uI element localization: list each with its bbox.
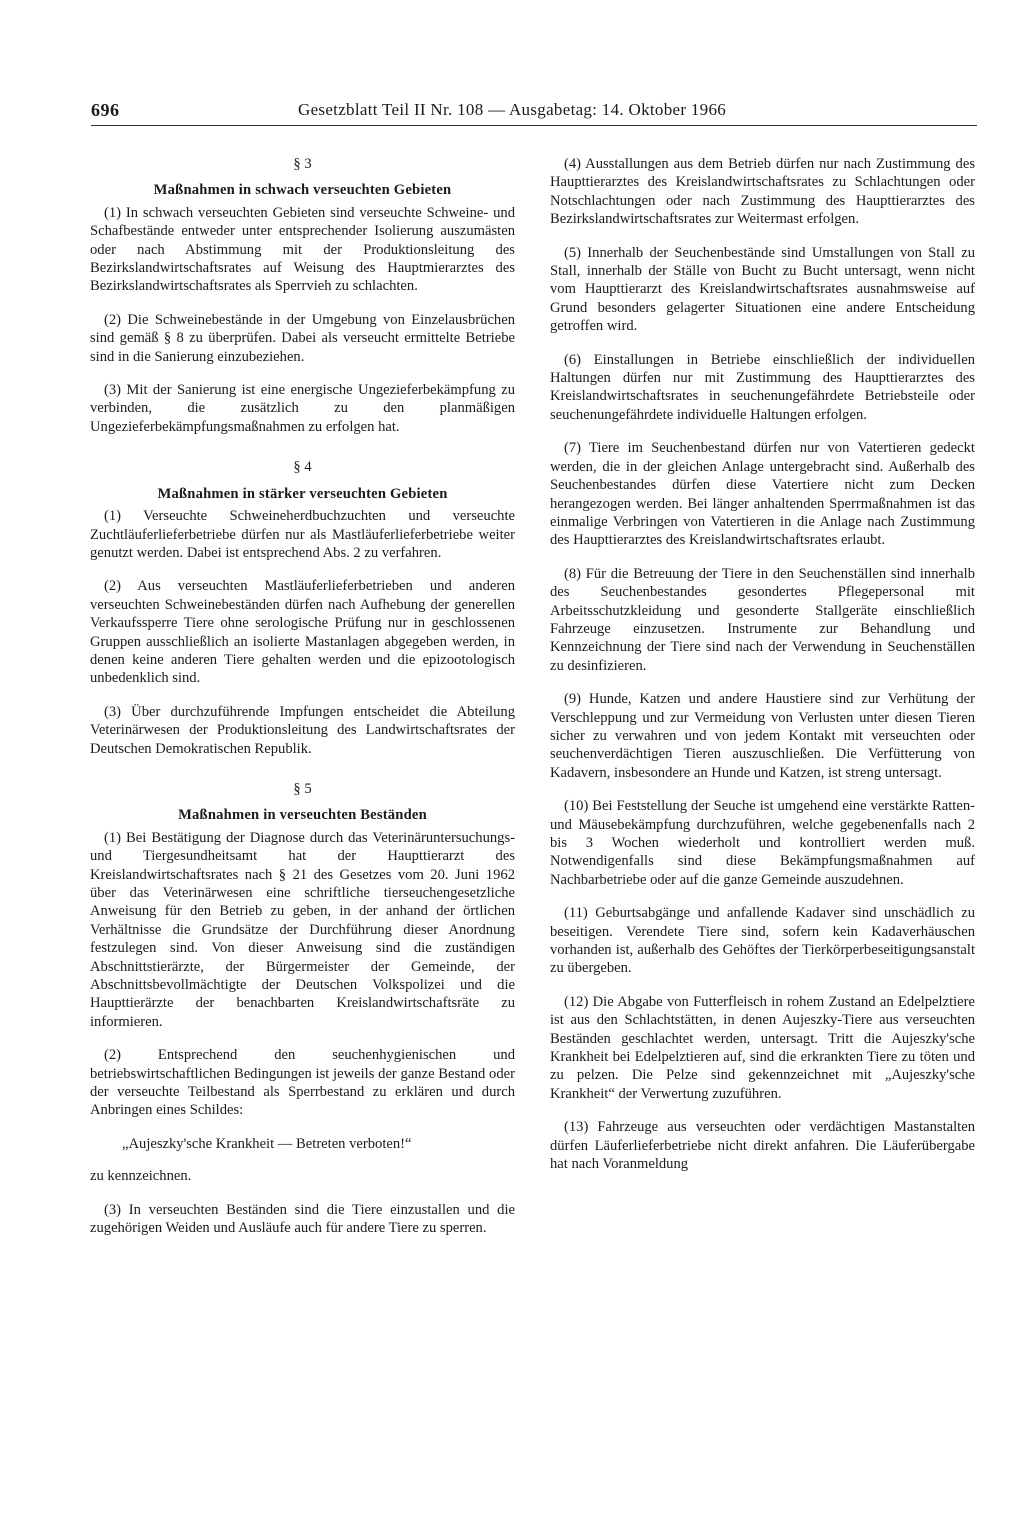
paragraph: (1) Bei Bestätigung der Diagnose durch das Veterinäruntersuchungs- und Tiergesundheitsamt hat der Haupttierarzt des Kreislandwirtschaftsrates nach § 21 des Gesetzes vom 20. Juni 1962 über das Veterinärwesen eine schriftliche tierseuchengesetzliche Anweisung für den Betrieb zu geben, in der anhand der örtlichen Verhältnisse die Grundsätze der Durchführung dieser Anordnung festzulegen sind. Von dieser Anweisung sind die zuständigen Abschnittstierärzte, der Bürgermeister der Gemeinde, der Abschnittsbevollmächtigte der Deutschen Volkspolizei und die Haupttierärzte der benachbarten Kreislandwirtschaftsräte zu informieren.	[90, 829, 515, 1030]
paragraph: (2) Entsprechend den seuchenhygienischen und betriebswirtschaftlichen Bedingungen ist jeweils der ganze Bestand oder der verseuchte Teilbestand als Sperrbestand zu erklären und durch Anbringen eines Schildes:	[90, 1047, 515, 1119]
left-column	[90, 155, 515, 1253]
paragraph: (9) Hunde, Katzen und andere Haustiere sind zur Verhütung der Verschleppung und zur Vermeidung von Verlusten unter diesen Tieren sicher zu verwahren und von jedem Kontakt mit verseuchten oder seuchenverdächtigen Tieren auszuschließen. Die Verfütterung von Kadavern, insbesondere an Hunde und Katzen, ist streng untersagt.	[550, 691, 975, 781]
section-title: Maßnahmen in verseuchten Beständen	[178, 807, 427, 824]
header-title: Gesetzblatt Teil II Nr. 108 — Ausgabetag: 14. Oktober 1966	[298, 100, 727, 119]
paragraph: (6) Einstallungen in Betriebe einschließlich der individuellen Haltungen dürfen nur mit Zustimmung des Haupttierarztes des Kreislandwirtschaftsrates in seuchenungefährdete Betriebsteile oder seuchenungefährdete individuelle Haltungen erfolgen.	[550, 351, 975, 423]
paragraph: (2) Die Schweinebestände in der Umgebung von Einzelausbrüchen sind gemäß § 8 zu überprüfen. Dabei als verseucht ermittelte Betriebe sind in die Sanierung einzubeziehen.	[90, 311, 515, 365]
sign-quote: „Aujeszky'sche Krankheit — Betreten verboten!“	[122, 1135, 412, 1152]
paragraph: (13) Fahrzeuge aus verseuchten oder verdächtigen Mastanstalten dürfen Läuferlieferbetriebe nicht direkt anfahren. Die Läuferübergabe hat nach Voranmeldung	[550, 1119, 975, 1173]
paragraph: (1) In schwach verseuchten Gebieten sind verseuchte Schweine- und Schafbestände entweder unter entsprechender Isolierung auszumästen oder nach Abstimmung mit der Produktionsleitung des Bezirkslandwirtschaftsrates auf Weisung des Hauptmierarztes des Bezirkslandwirtschaftsrates als Sperrvieh zu schlachten.	[90, 204, 515, 295]
paragraph: (5) Innerhalb der Seuchenbestände sind Umstallungen von Stall zu Stall, innerhalb der Ställe von Bucht zu Bucht untersagt, wenn nicht vom Haupttierarzt des Kreislandwirtschaftsrates ausnahmsweise auf Grund besonders gelagerter Situationen eine andere Entscheidung getroffen wird.	[550, 244, 975, 335]
paragraph: (8) Für die Betreuung der Tiere in den Seuchenställen sind innerhalb des Seuchenbestandes gesondertes Pflegepersonal mit Arbeitsschutzkleidung und gesonderte Stallgeräte einschließlich Fahrzeuge einzusetzen. Instrumente zur Behandlung und Kennzeichnung der Tiere sind nach der Verwendung in Seuchenställen zu desinfizieren.	[550, 565, 975, 674]
page-header	[91, 100, 977, 128]
paragraph: (7) Tiere im Seuchenbestand dürfen nur von Vatertieren gedeckt werden, die in der gleichen Anlage untergebracht sind. Außerhalb des Seuchenbestandes dürfen diese Vatertiere nicht zum Decken herangezogen werden. Bei länger anhaltenden Sperrmaßnahmen ist das einmalige Verbringen von Vatertieren in die Anlage nach Zustimmung des Haupttierarztes des Kreislandwirtschaftsrates erlaubt.	[550, 440, 975, 549]
paragraph: (1) Verseuchte Schweineherdbuchzuchten und verseuchte Zuchtläuferlieferbetriebe dürfen nur als Mastläuferlieferbetriebe weiter genutzt werden. Dabei ist entsprechend Abs. 2 zu verfahren.	[90, 508, 515, 561]
paragraph: (12) Die Abgabe von Futterfleisch in rohem Zustand an Edelpelztiere ist aus den Schlachtstätten, in denen Aujeszky-Tiere aus verseuchten Beständen geschlachtet werden, untersagt. Tritt die Aujeszky'sche Krankheit bei Edelpelztieren auf, sind die erkrankten Tiere zu töten und zu pelzen. Die Pelze sind gekennzeichnet mit „Aujeszky'sche Krankheit“ der Verwertung zuzuführen.	[550, 993, 975, 1102]
paragraph: (3) Über durchzuführende Impfungen entscheidet die Abteilung Veterinärwesen der Produktionsleitung des Landwirtschaftsrates der Deutschen Demokratischen Republik.	[90, 703, 515, 757]
section-number: § 5	[293, 780, 312, 797]
page-number: 696	[91, 100, 120, 120]
section-title: Maßnahmen in stärker verseuchten Gebieten	[157, 485, 448, 502]
paragraph: (2) Aus verseuchten Mastläuferlieferbetrieben und anderen verseuchten Schweinebeständen dürfen nach Aufhebung der generellen Verkaufssperre Tiere ohne serologische Prüfung nur in geschlossenen Gruppen ausschließlich an isolierte Mastanlagen abgegeben werden, in denen keine anderen Tiere gehalten werden und die epizootologisch unbedenklich sind.	[90, 578, 515, 687]
paragraph: zu kennzeichnen.	[90, 1168, 192, 1185]
right-column	[550, 155, 975, 1189]
paragraph: (10) Bei Feststellung der Seuche ist umgehend eine verstärkte Ratten- und Mäusebekämpfung durchzuführen, welche gegebenenfalls nach 2 bis 3 Wochen wiederholt und kontrolliert werden muß. Notwendigenfalls sind diese Bekämpfungsmaßnahmen auf Nachbarbetriebe oder auf die ganze Gemeinde auszudehnen.	[550, 798, 975, 888]
section-number: § 3	[293, 156, 312, 172]
section-number: § 4	[293, 459, 312, 476]
header-rule	[91, 125, 977, 126]
paragraph: (11) Geburtsabgänge und anfallende Kadaver sind unschädlich zu beseitigen. Verendete Tiere sind, sofern kein Kadaverhäuschen vorhanden ist, außerhalb des Gehöftes der Tierkörperbeseitigungsanstalt zu übergeben.	[550, 905, 975, 977]
paragraph: (4) Ausstallungen aus dem Betrieb dürfen nur nach Zustimmung des Haupttierarztes des Kreislandwirtschaftsrates zu Schlachtungen oder Notschlachtungen oder nach Zustimmung des Haupttierarztes des Bezirkslandwirtschaftsrates zur Weitermast erfolgen.	[550, 156, 975, 228]
paragraph: (3) In verseuchten Beständen sind die Tiere einzustallen und die zugehörigen Weiden und Ausläufe auch für andere Tiere zu sperren.	[90, 1201, 515, 1237]
paragraph: (3) Mit der Sanierung ist eine energische Ungezieferbekämpfung zu verbinden, die zusätzlich zu den planmäßigen Ungezieferbekämpfungsmaßnahmen zu erfolgen hat.	[90, 382, 515, 435]
section-title: Maßnahmen in schwach verseuchten Gebieten	[153, 182, 452, 199]
